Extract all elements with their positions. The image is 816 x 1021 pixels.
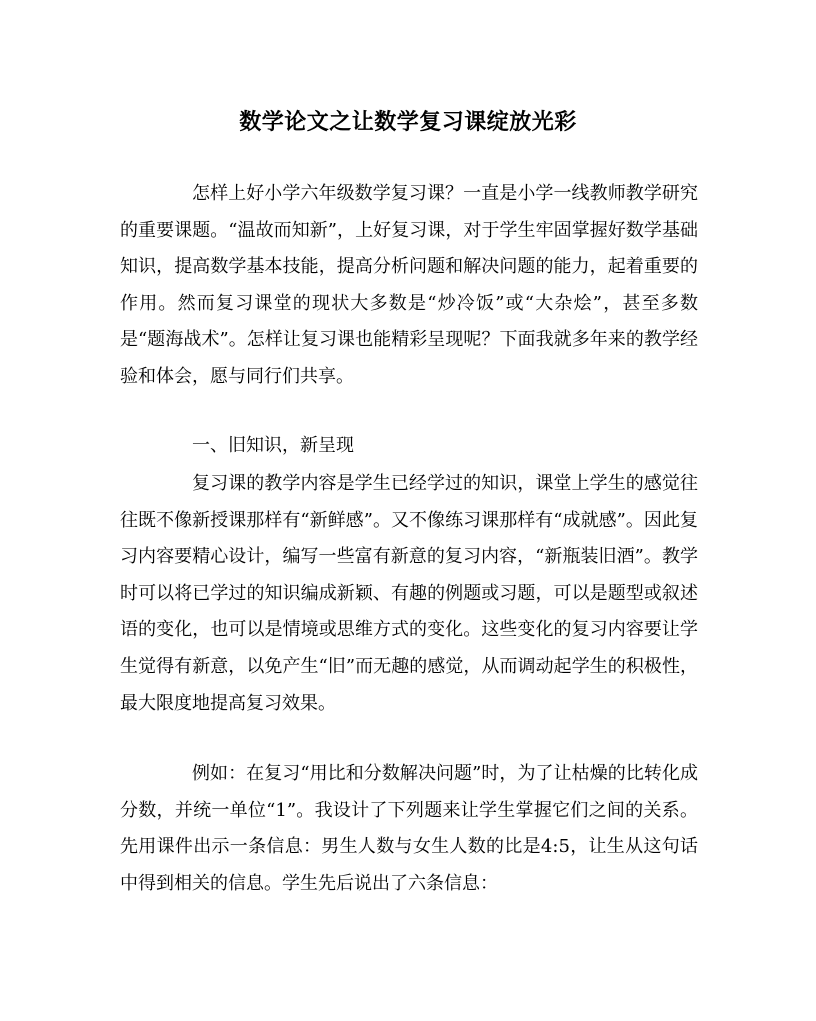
document-title: 数学论文之让数学复习课绽放光彩 [239, 109, 577, 135]
section-heading: 一、旧知识，新呈现 [192, 435, 354, 456]
intro-paragraph: 怎样上好小学六年级数学复习课？一直是小学一线教师教学研究的重要课题。“温故而知新”，上好复习课，对于学生牢固掌握好数学基础知识，提高数学基本技能，提高分析问题和解决问题的能力，起着重要的作用。然而复习课堂的现状大多数是“炒冷饭”或“大杂烩”，甚至多数是“题海战术”。怎样让复习课也能精彩呈现呢？下面我就多年来的教学经验和体会，愿与同行们共享。 [120, 183, 698, 387]
example-paragraph: 例如：在复习“用比和分数解决问题”时，为了让枯燥的比转化成分数，并统一单位“1”。我设计了下列题来让学生掌握它们之间的关系。先用课件出示一条信息：男生人数与女生人数的比是4:5，让生从这句话中得到相关的信息。学生先后说出了六条信息： [120, 763, 698, 894]
body-paragraph: 复习课的教学内容是学生已经学过的知识，课堂上学生的感觉往往既不像新授课那样有“新鲜感”。又不像练习课那样有“成就感”。因此复习内容要精心设计，编写一些富有新意的复习内容，“新瓶装旧酒”。教学时可以将已学过的知识编成新颖、有趣的例题或习题，可以是题型或叙述语的变化，也可以是情境或思维方式的变化。这些变化的复习内容要让学生觉得有新意，以免产生“旧”而无趣的感觉，从而调动起学生的积极性，最大限度地提高复习效果。 [120, 473, 698, 714]
